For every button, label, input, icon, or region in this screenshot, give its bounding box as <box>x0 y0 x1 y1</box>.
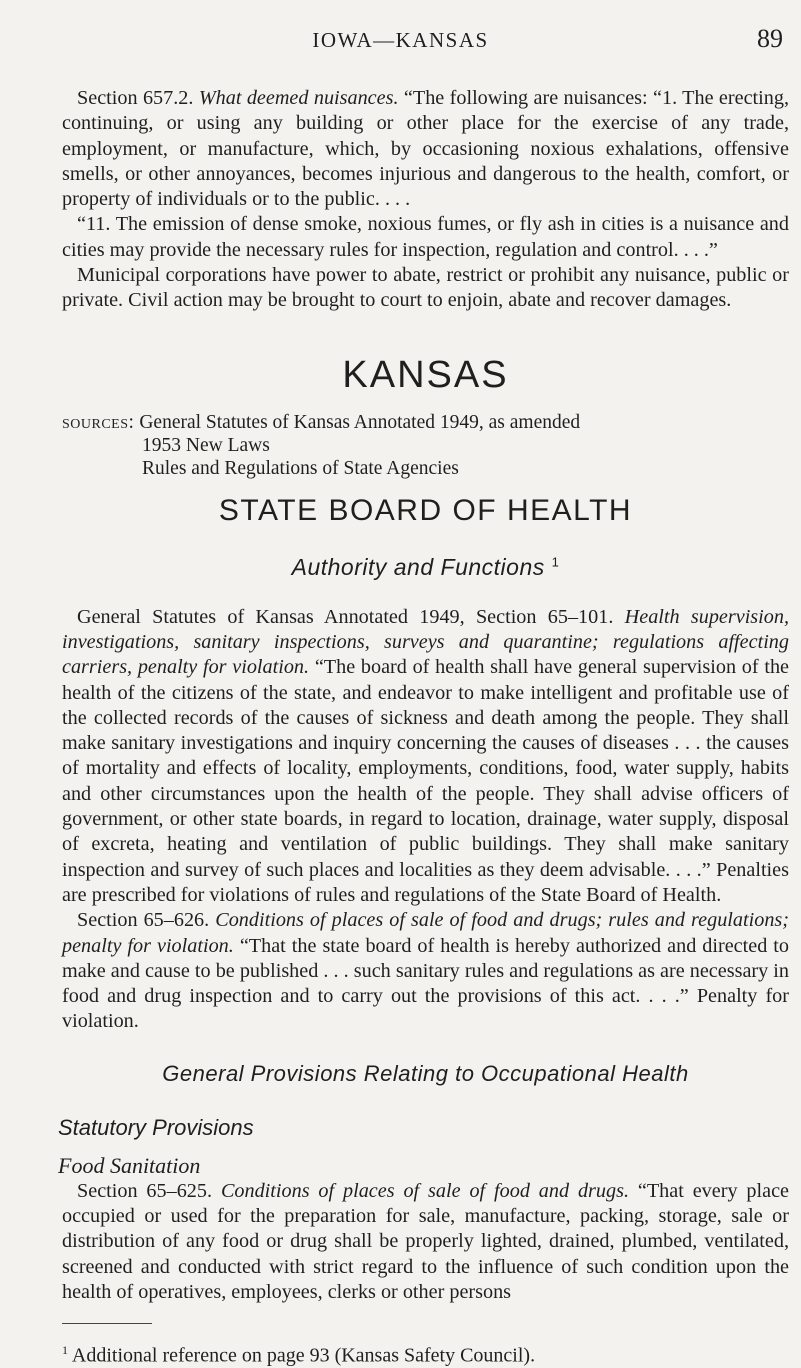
page-number: 89 <box>757 24 783 53</box>
iowa-paragraph-2: “11. The emission of dense smoke, noxious fumes, or fly ash in cities is a nuisance and cities may provide the necessary rules for inspection, regulation and control. . . .” <box>62 213 789 261</box>
source-item: Rules and Regulations of State Agencies <box>142 457 459 479</box>
section-text: “That every place occupied or used for the preparation for sale, manufacture, packing, storage, sale or distribution of any food or drug shall be properly lighted, drained, plumbed, ventilated, screened and conducted with strict regard to the influence of such condition upon the health of operatives, employees, clerks or other persons <box>62 1179 790 1303</box>
section-65-625 <box>62 1179 789 1305</box>
footnote-ref: 1 <box>551 554 560 570</box>
section-title: Conditions of places of sale of food and drugs; rules and regulations; penalty for violation. <box>62 909 789 957</box>
footnote-text: Additional reference on page 93 (Kansas Safety Council). <box>71 1344 536 1367</box>
section-lead: Section 65–626. <box>77 909 210 932</box>
section-title: Conditions of places of sale of food and drugs. <box>220 1179 629 1202</box>
general-provisions-heading: General Provisions Relating to Occupational Health <box>162 1060 689 1086</box>
section-label: Section 657.2. <box>77 87 194 109</box>
authority-heading <box>62 554 789 581</box>
page-header <box>0 22 801 62</box>
section-lead: General Statutes of Kansas Annotated 1949, Section 65–101. <box>77 605 614 628</box>
statutory-heading: Statutory Provisions <box>58 1114 254 1140</box>
section-title: Health supervision, investigations, sanitary inspections, surveys and quarantine; regulations affecting carriers, penalty for violation. <box>62 605 789 679</box>
page-body <box>58 86 790 1368</box>
section-text: “The following are nuisances: “1. The erecting, continuing, or using any building or other place for the exercise of any trade, employment, or manufacture, which, by occasioning noxious exhalations, offensive smells, or other annoyances, becomes injurious and dangerous to the health, comfort, or property of individuals or to the public. . . . <box>62 87 789 211</box>
sources-block <box>62 411 789 480</box>
section-65-101 <box>62 605 789 909</box>
footnote-marker: 1 <box>62 1343 68 1358</box>
state-heading: KANSAS <box>342 353 509 396</box>
iowa-paragraph-3: Municipal corporations have power to abate, restrict or prohibit any nuisance, public or private. Civil action may be brought to court to enjoin, abate and recover damages. <box>62 264 789 312</box>
source-item: 1953 New Laws <box>142 434 270 456</box>
section-title: What deemed nuisances. <box>198 87 399 109</box>
sources-label: sources: <box>62 411 135 433</box>
footnote-rule <box>62 1323 152 1324</box>
authority-heading-text: Authority and Functions <box>291 553 545 580</box>
running-head: IOWA—KANSAS <box>312 28 489 52</box>
source-item: General Statutes of Kansas Annotated 1949, as amended <box>139 411 581 433</box>
footnote <box>62 1338 789 1368</box>
food-sanitation-heading: Food Sanitation <box>58 1152 201 1178</box>
section-lead: Section 65–625. <box>77 1179 213 1202</box>
section-text: “That the state board of health is hereby authorized and directed to make and cause to be published . . . such sanitary rules and regulations as are necessary in food and drug inspection and to carry out the provisions of this act. . . .” Penalty for violation. <box>62 934 790 1033</box>
section-65-626 <box>62 908 789 1034</box>
section-text: “The board of health shall have general supervision of the health of the citizens of the state, and endeavor to make intelligent and profitable use of the collected records of the causes of sickness and death among the people. They shall make sanitary investigations and inquiry concerning the causes of diseases . . . the causes of mortality and effects of locality, employments, conditions, food, water supply, habits and other circumstances upon the health of the people. They shall advise officers of government, or other state boards, in regard to location, drainage, water supply, disposal of excreta, heating and ventilation of public buildings. They shall make sanitary inspection and survey of such places and localities as they deem advisable. . . .” Penalties are prescribed for violations of rules and regulations of the State Board of Health. <box>62 656 790 906</box>
iowa-paragraph-1 <box>62 86 789 212</box>
board-heading: STATE BOARD OF HEALTH <box>218 493 633 527</box>
